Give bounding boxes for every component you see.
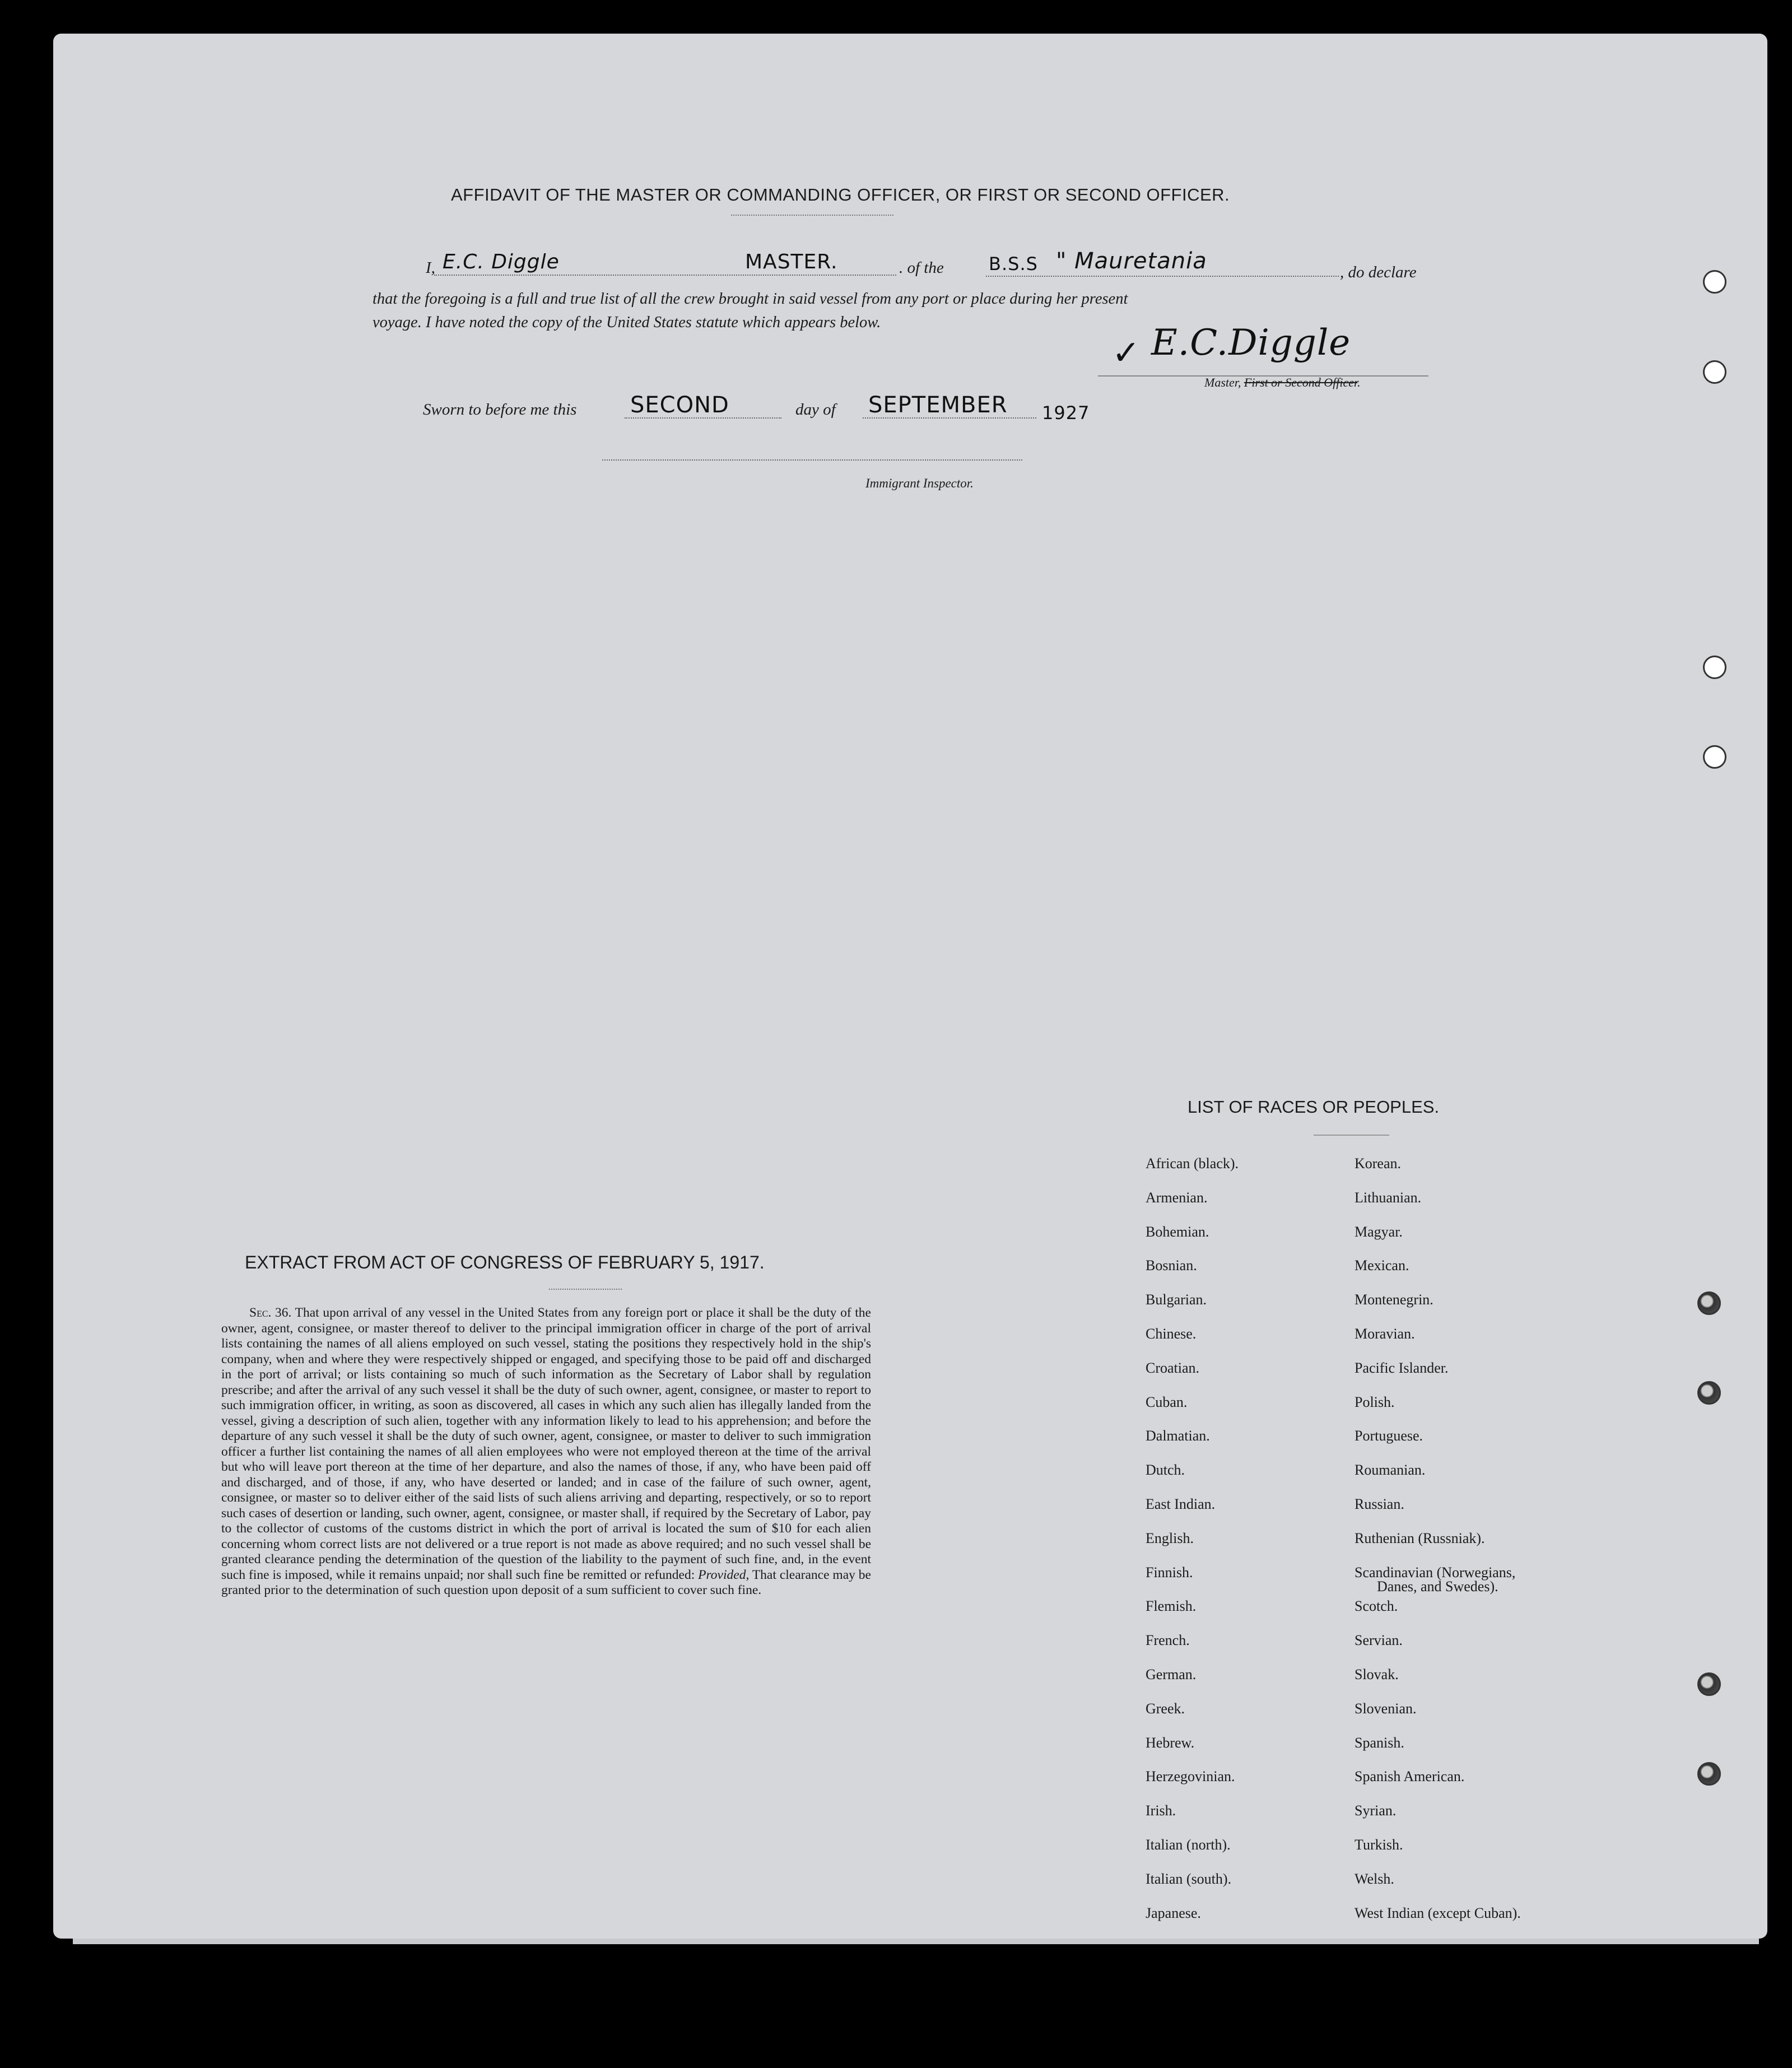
races-title: LIST OF RACES OR PEOPLES. [1188, 1097, 1440, 1117]
signature-check-mark: ✓ [1112, 333, 1141, 373]
race-item: East Indian. [1146, 1496, 1216, 1512]
race-item: Mexican. [1355, 1257, 1409, 1274]
binder-hole-icon [1703, 270, 1726, 294]
binder-hole-icon [1697, 1381, 1721, 1405]
signer-title-suffix: . [1357, 375, 1361, 389]
signer-title-struck: First or Second Officer [1244, 375, 1358, 389]
race-item: Spanish American. [1355, 1768, 1465, 1785]
inspector-label: Immigrant Inspector. [865, 476, 974, 490]
race-item: Herzegovinian. [1146, 1768, 1235, 1785]
race-item: Japanese. [1146, 1904, 1201, 1921]
race-item: Polish. [1355, 1393, 1395, 1410]
month-underline [863, 417, 1036, 419]
race-item: German. [1146, 1666, 1197, 1683]
race-item: Lithuanian. [1355, 1189, 1422, 1206]
signer-title-prefix: Master, [1204, 375, 1244, 389]
race-item: Russian. [1355, 1496, 1404, 1512]
race-item: Dutch. [1146, 1462, 1185, 1479]
race-item: Bosnian. [1146, 1257, 1197, 1274]
race-item: Scotch. [1355, 1598, 1398, 1615]
name-underline [434, 275, 896, 276]
vessel-underline [986, 276, 1339, 277]
race-item: Pacific Islander. [1355, 1359, 1449, 1376]
race-item: Slovenian. [1355, 1700, 1417, 1717]
i-label: I, [426, 259, 435, 277]
extract-provided: Provided, [698, 1567, 750, 1582]
race-item: Bulgarian. [1146, 1291, 1207, 1308]
extract-text: That upon arrival of any vessel in the United States from any foreign port or place it shall be the duty of the owner, agent, consignee, or master thereof to deliver to the principal immigration officer in charge of the port of arrival lists containing the names of all aliens employed on such vessel, stating the positions they respectively hold in the ship's company, when and where they were respectively shipped or engaged, and specifying those to be paid off and discharged in the port of arrival; or lists containing so much of such information as the Secretary of Labor shall by regulation prescribe; and after the arrival of any such vessel it shall be the duty of such owner, agent, consignee, or master to report to such immigration officer, in writing, as soon as discovered, all cases in which any such alien has illegally landed from the vessel, giving a description of such alien, together with any information likely to lead to his apprehension; and before the departure of any such vessel it shall be the duty of such owner, agent, consignee, or master to deliver to such immigration officer a further list containing the names of all alien employees who were not employed thereon at the time of the arrival but who will leave port thereon at the time of her departure, and also the names of those, if any, who have been paid off and discharged, and of those, if any, who have deserted or landed; and in case of the failure of such owner, agent, consignee, or master so to deliver either of the said lists of such aliens arriving and departing, respectively, or so to report such cases of desertion or landing, such owner, agent, consignee, or master shall, if required by the Secretary of Labor, pay to the collector of customs of the customs district in which the port of arrival is located the sum of $10 for each alien concerning whom correct lists are not delivered or a true report is not made as above required; and no such vessel shall be granted clearance pending the determination of the question of the liability to the payment of such fine, and, in the event such fine is imposed, while it remains unpaid; nor shall such fine be remitted or refunded: [221, 1305, 871, 1582]
extract-title-rule [549, 1289, 622, 1290]
race-item: Montenegrin. [1355, 1291, 1433, 1308]
race-item: West Indian (except Cuban). [1355, 1904, 1521, 1921]
race-item: Croatian. [1146, 1359, 1200, 1376]
vessel-prefix: B.S.S [989, 253, 1038, 275]
race-item: African (black). [1146, 1155, 1239, 1172]
signer-title [1204, 375, 1361, 390]
day-of-label: day of [795, 401, 836, 419]
master-signature: E.C.Diggle [1151, 322, 1351, 364]
race-item: Spanish. [1355, 1734, 1404, 1751]
race-item: Moravian. [1355, 1326, 1415, 1342]
race-scandinavian-continued: Danes, and Swedes). [1377, 1578, 1498, 1595]
race-item: Scandinavian (Norwegians, [1355, 1564, 1516, 1581]
race-item: Finnish. [1146, 1564, 1193, 1581]
race-item: Italian (north). [1146, 1837, 1231, 1853]
race-item: Ruthenian (Russniak). [1355, 1530, 1485, 1546]
of-the-label: . of the [899, 259, 944, 277]
races-title-rule [1314, 1135, 1389, 1136]
binder-hole-icon [1697, 1762, 1721, 1786]
race-item: Italian (south). [1146, 1870, 1232, 1887]
extract-body [221, 1305, 871, 1598]
race-item: Bohemian. [1146, 1223, 1209, 1240]
binder-hole-icon [1703, 745, 1726, 769]
race-item: Armenian. [1146, 1189, 1208, 1206]
day-underline [625, 417, 781, 419]
declare-label: , do declare [1340, 263, 1417, 281]
race-item: Korean. [1355, 1155, 1402, 1172]
extract-text-continued: That clearance may be granted prior to the determination of such question upon deposit of a sum sufficient to cover such fine. [221, 1567, 871, 1597]
binder-hole-icon [1697, 1672, 1721, 1696]
declaration-line-3: voyage. I have noted the copy of the United States statute which appears below. [373, 314, 881, 331]
title-rule [731, 215, 893, 216]
race-item: Syrian. [1355, 1802, 1397, 1819]
race-item: Turkish. [1355, 1837, 1403, 1853]
binder-hole-icon [1703, 360, 1726, 384]
race-item: Dalmatian. [1146, 1428, 1210, 1444]
binder-hole-icon [1703, 656, 1726, 679]
sworn-day: SECOND [630, 392, 729, 418]
extract-section-number: Sec. 36. [249, 1305, 292, 1320]
race-item: Chinese. [1146, 1326, 1197, 1342]
master-name: E.C. Diggle [443, 250, 560, 273]
race-item: Cuban. [1146, 1393, 1188, 1410]
race-item: Portuguese. [1355, 1428, 1423, 1444]
vessel-name: " Mauretania [1056, 248, 1207, 274]
race-item: Irish. [1146, 1802, 1176, 1819]
race-item: French. [1146, 1632, 1190, 1649]
affidavit-title: AFFIDAVIT OF THE MASTER OR COMMANDING OFFICER, OR FIRST OR SECOND OFFICER. [451, 185, 1230, 205]
sworn-year: 1927 [1042, 402, 1090, 424]
declaration-line-2: that the foregoing is a full and true list of all the crew brought in said vessel from any port or place during her present [373, 290, 1128, 308]
race-item: Servian. [1355, 1632, 1403, 1649]
race-item: Flemish. [1146, 1598, 1197, 1615]
race-item: English. [1146, 1530, 1194, 1546]
sworn-label: Sworn to before me this [423, 401, 577, 419]
master-rank: MASTER. [745, 250, 838, 273]
race-item: Roumanian. [1355, 1462, 1426, 1479]
binder-hole-icon [1697, 1291, 1721, 1315]
sworn-month: SEPTEMBER [868, 392, 1008, 418]
race-item: Hebrew. [1146, 1734, 1195, 1751]
race-item: Slovak. [1355, 1666, 1399, 1683]
race-item: Magyar. [1355, 1223, 1403, 1240]
inspector-signature-line [602, 459, 1022, 461]
race-item: Greek. [1146, 1700, 1185, 1717]
race-item: Welsh. [1355, 1870, 1394, 1887]
document-page [53, 34, 1767, 1939]
extract-title: EXTRACT FROM ACT OF CONGRESS OF FEBRUARY 5, 1917. [245, 1252, 765, 1272]
